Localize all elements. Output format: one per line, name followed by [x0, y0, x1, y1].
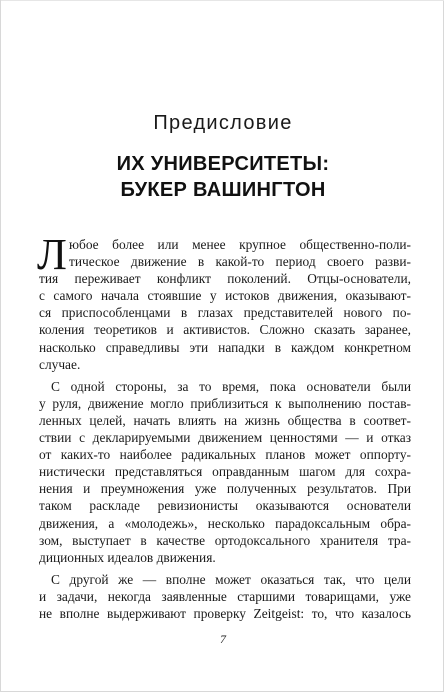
text-line: юбое более или менее крупное общественно-поли- — [69, 237, 411, 252]
page-top-edge — [1, 0, 444, 1]
text-line: у руля, движение могло приблизиться к выполнению постав- — [39, 395, 411, 411]
text-line: тия переживает конфликт поколений. Отцы-основатели, — [39, 271, 411, 287]
text-line: тическое движение в какой-то период своего разви- — [69, 254, 411, 270]
text-line: движения, а «молодежь», несколько парадоксальным обра- — [39, 515, 411, 531]
text-line: таком раскладе ревизионисты оказываются основатели — [39, 498, 411, 514]
text-line: С другой же — вполне может оказаться так, что цели — [51, 571, 411, 587]
text-line: с самого начала стоявшие у истоков движения, оказывают- — [39, 288, 411, 304]
text-line: не вполне выдерживают проверку Zeitgeist: то, что казалось — [39, 605, 411, 621]
text-line: нистически представляться оправданным шагом для сохра- — [39, 464, 411, 480]
text-line: зом, выступает в качестве ортодоксального хранителя тра- — [39, 532, 411, 548]
paragraph — [37, 230, 411, 373]
text-line: нения и преумножения уже полученных результатов. При — [39, 481, 411, 497]
page-number: 7 — [220, 632, 226, 646]
chapter-title — [1, 151, 444, 203]
chapter-title-line-1: ИХ УНИВЕРСИТЕТЫ: — [116, 153, 330, 175]
section-label: Предисловие — [153, 112, 293, 134]
text-line: коления теоретиков и активистов. Сложно сказать заранее, — [39, 322, 411, 338]
paragraph — [39, 571, 411, 622]
text-line: диционных идеалов движения. — [39, 549, 216, 565]
paragraph — [39, 378, 411, 566]
text-line: ся приспособленцами в глазах представителей нового по- — [39, 305, 411, 321]
text-line: от каких-то наиболее радикальных планов может оппорту- — [39, 447, 411, 463]
body-text — [37, 230, 411, 622]
text-line: ленных целей, начать влиять на жизнь общества в соответ- — [39, 412, 411, 428]
text-line: случае. — [39, 356, 81, 372]
text-line: ствии с декларируемыми движением ценностями — и отказ — [39, 430, 411, 446]
text-line: насколько справедливы эти нападки в каждом конкретном — [39, 339, 411, 355]
drop-cap: Л — [37, 230, 67, 279]
text-line: и задачи, некогда заявленные старшими товарищами, уже — [39, 588, 411, 604]
text-line: С одной стороны, за то время, пока основатели были — [51, 378, 411, 394]
chapter-title-line-2: БУКЕР ВАШИНГТОН — [120, 179, 326, 201]
